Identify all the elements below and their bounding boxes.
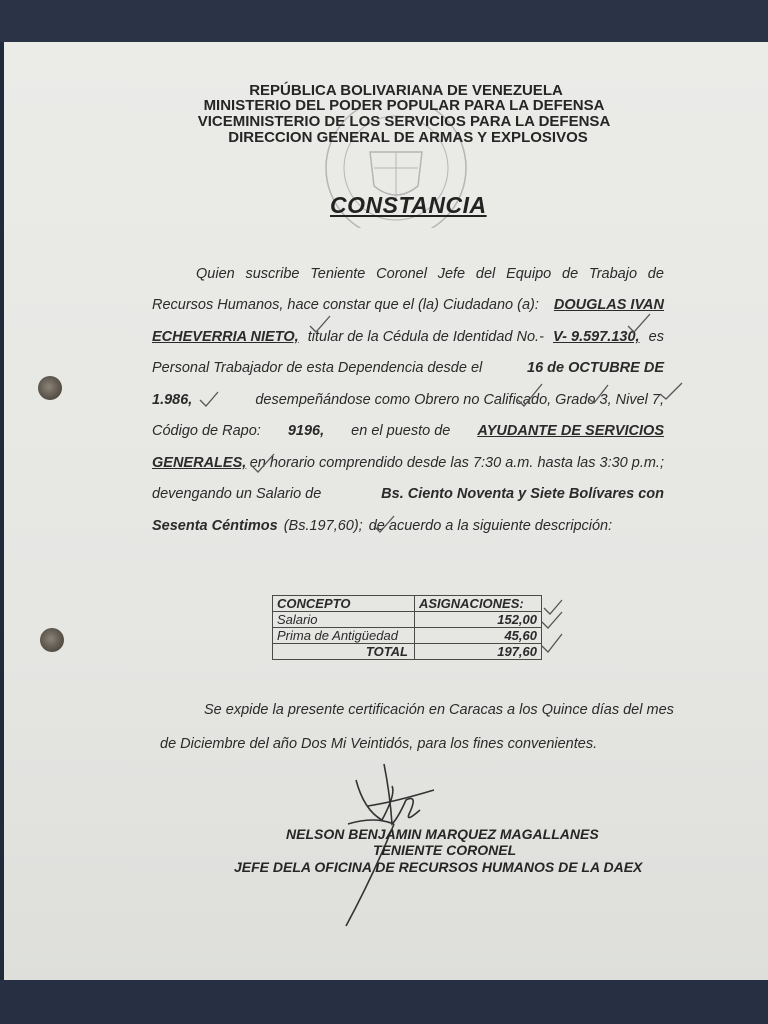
rapo-code: 9196, (287, 423, 325, 439)
paragraph-line-9 (152, 518, 664, 534)
total-amount: 197,60 (415, 644, 542, 660)
header-assignments: ASIGNACIONES: (415, 596, 542, 612)
signatory-position: JEFE DELA OFICINA DE RECURSOS HUMANOS DE LA DAEX (234, 859, 643, 875)
header-vice-ministry: VICEMINISTERIO DE LOS SERVICIOS PARA LA DEFENSA (197, 113, 611, 130)
word: Trabajo (588, 266, 638, 282)
row-concept: Prima de Antigüedad (273, 628, 415, 644)
word: de (562, 266, 579, 282)
signatory-name: NELSON BENJAMIN MARQUEZ MAGALLANES (286, 826, 599, 842)
text-segment: Personal Trabajador de esta Dependencia desde el (152, 360, 483, 376)
header-ministry: MINISTERIO DEL PODER POPULAR PARA LA DEFENSA (203, 97, 605, 114)
position-title: AYUDANTE DE SERVICIOS (477, 423, 664, 439)
start-year: 1.986, (152, 392, 193, 408)
row-amount: 152,00 (415, 612, 542, 628)
start-date: 16 de OCTUBRE DE (527, 360, 664, 376)
word: suscribe (245, 266, 300, 282)
salary-amount: (Bs.197,60); (283, 518, 363, 534)
table-row (273, 612, 542, 628)
position-title-cont: GENERALES, (152, 455, 247, 471)
signatory-rank: TENIENTE CORONEL (373, 842, 517, 858)
employee-name-last: ECHEVERRIA NIETO, (152, 329, 299, 345)
punch-hole-top (38, 376, 62, 400)
text-segment: de acuerdo a la siguiente descripción: (368, 518, 613, 534)
salary-in-words: Bs. Ciento Noventa y Siete Bolívares con (381, 486, 664, 502)
header-directorate: DIRECCION GENERAL DE ARMAS Y EXPLOSIVOS (228, 129, 588, 146)
table-row (273, 628, 542, 644)
closing-text: Se expide la presente certificación en Caracas a los Quince días del mes (204, 702, 674, 718)
paragraph-line-7 (152, 455, 664, 471)
word: Jefe (437, 266, 466, 282)
paragraph-line-4 (152, 360, 664, 376)
paragraph-line-3 (152, 329, 664, 345)
text-segment: devengando un Salario de (152, 486, 322, 502)
word: del (475, 266, 496, 282)
text-segment: desempeñándose como Obrero no Calificado, Grado 3, Nivel 7, (255, 392, 664, 408)
paragraph-line-6 (152, 423, 664, 439)
id-number: V- 9.597.130, (553, 329, 640, 345)
table-header-row (273, 596, 542, 612)
paragraph-line-5 (152, 392, 664, 408)
row-concept: Salario (273, 612, 415, 628)
text-segment: Código de Rapo: (152, 423, 261, 439)
word: Quien (196, 266, 235, 282)
text-segment: en horario comprendido desde las 7:30 a.m. hasta las 3:30 p.m.; (249, 455, 664, 471)
punch-hole-bottom (40, 628, 64, 652)
document-title: CONSTANCIA (330, 192, 487, 218)
paragraph-line-2 (152, 297, 664, 313)
paragraph-line-8 (152, 486, 664, 502)
table-surface-bottom (0, 980, 768, 1024)
text-segment: en el puesto de (351, 423, 451, 439)
text-segment: Recursos Humanos, hace constar que el (la) Ciudadano (a): (152, 297, 539, 313)
employee-name-first: DOUGLAS IVAN (553, 297, 664, 313)
word: Coronel (376, 266, 427, 282)
table-total-row (273, 644, 542, 660)
word: Teniente (310, 266, 366, 282)
closing-line-2 (160, 736, 630, 752)
closing-text: de Diciembre del año Dos Mi Veintidós, para los fines convenientes. (160, 736, 598, 752)
word: de (647, 266, 664, 282)
document-page (4, 42, 768, 980)
paragraph-line-1 (152, 266, 664, 282)
closing-line-1 (204, 702, 674, 718)
total-label: TOTAL (273, 644, 415, 660)
table-surface-top (0, 0, 768, 42)
text-segment: es (648, 329, 664, 345)
row-amount: 45,60 (415, 628, 542, 644)
text-segment: titular de la Cédula de Identidad No.- (307, 329, 544, 345)
salary-in-words-cont: Sesenta Céntimos (152, 518, 278, 534)
assignments-table (272, 595, 542, 660)
header-concept: CONCEPTO (273, 596, 415, 612)
word: Equipo (506, 266, 552, 282)
header-republic: REPÚBLICA BOLIVARIANA DE VENEZUELA (249, 82, 563, 99)
